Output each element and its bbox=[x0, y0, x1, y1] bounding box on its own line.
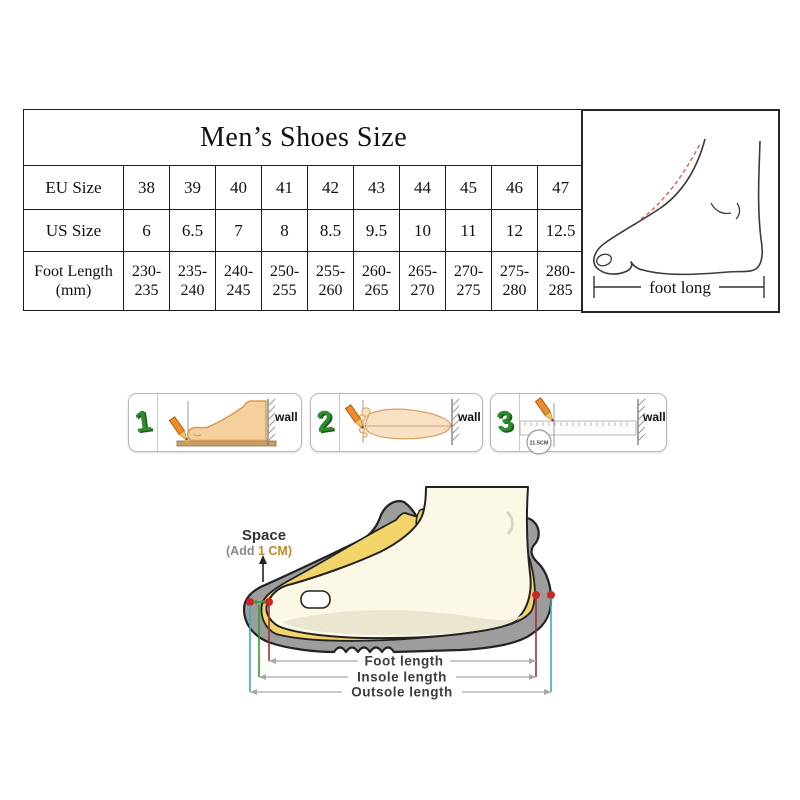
arrow-head bbox=[250, 689, 257, 695]
size-cell: 41 bbox=[262, 166, 308, 210]
foot-side-icon bbox=[188, 401, 266, 441]
space-note-value: 1 CM) bbox=[254, 544, 292, 558]
step-number-badge bbox=[491, 394, 520, 451]
size-cell: 12 bbox=[492, 210, 538, 252]
space-note bbox=[226, 544, 292, 558]
step-2-number: 2 bbox=[314, 405, 336, 439]
measure-step-3 bbox=[490, 393, 667, 452]
foot-profile-path bbox=[594, 139, 762, 274]
size-cell: 280-285 bbox=[538, 252, 584, 311]
size-cell: 255-260 bbox=[308, 252, 354, 311]
toe-bump bbox=[363, 433, 367, 437]
wall-hatch-icon bbox=[268, 399, 275, 441]
wall-label: wall bbox=[458, 410, 481, 424]
size-cell: 6 bbox=[124, 210, 170, 252]
size-cell: 11 bbox=[446, 210, 492, 252]
marker-dot bbox=[532, 591, 540, 599]
footprint-icon bbox=[365, 409, 451, 439]
size-cell: 6.5 bbox=[170, 210, 216, 252]
size-cell: 240-245 bbox=[216, 252, 262, 311]
marker-dot bbox=[547, 591, 555, 599]
outsole-length-label: Outsole length bbox=[351, 684, 453, 700]
step-1-number: 1 bbox=[132, 405, 154, 439]
pencil-icon bbox=[535, 398, 555, 423]
arrow-head bbox=[269, 658, 276, 664]
size-cell: 230-235 bbox=[124, 252, 170, 311]
size-cell: 42 bbox=[308, 166, 354, 210]
size-cell: 270-275 bbox=[446, 252, 492, 311]
arrow-head bbox=[529, 674, 536, 680]
foot-length-label: Foot length bbox=[364, 653, 444, 669]
size-chart-title: Men’s Shoes Size bbox=[24, 110, 584, 166]
size-cell: 260-265 bbox=[354, 252, 400, 311]
marker-dot bbox=[246, 598, 254, 606]
arrow-head bbox=[529, 658, 536, 664]
pencil-tip-dot bbox=[185, 440, 189, 444]
marker-dot bbox=[265, 598, 273, 606]
arrow-head bbox=[544, 689, 551, 695]
size-cell: 44 bbox=[400, 166, 446, 210]
arrow-head bbox=[259, 674, 266, 680]
row-label-eu: EU Size bbox=[24, 166, 124, 210]
step-3-number: 3 bbox=[494, 405, 516, 439]
size-cell: 47 bbox=[538, 166, 584, 210]
size-cell: 46 bbox=[492, 166, 538, 210]
size-chart-table bbox=[23, 109, 584, 311]
foot-long-caption: foot long bbox=[649, 278, 711, 297]
size-cell: 40 bbox=[216, 166, 262, 210]
size-cell: 9.5 bbox=[354, 210, 400, 252]
measure-step-1 bbox=[128, 393, 302, 452]
ruler-reading: 11.5CM bbox=[529, 440, 549, 447]
size-cell: 235-240 bbox=[170, 252, 216, 311]
size-cell: 8.5 bbox=[308, 210, 354, 252]
size-cell: 12.5 bbox=[538, 210, 584, 252]
size-cell: 39 bbox=[170, 166, 216, 210]
toenail-icon bbox=[301, 591, 330, 608]
space-note-prefix: (Add bbox=[226, 544, 255, 558]
foot-long-diagram-box bbox=[581, 109, 780, 313]
step-number-badge bbox=[311, 394, 340, 451]
wall-label: wall bbox=[275, 410, 298, 424]
foot-outline-icon bbox=[583, 111, 778, 311]
board-icon bbox=[177, 441, 276, 446]
space-title: Space bbox=[241, 527, 287, 544]
size-cell: 250-255 bbox=[262, 252, 308, 311]
size-cell: 38 bbox=[124, 166, 170, 210]
size-cell: 8 bbox=[262, 210, 308, 252]
measure-step-2 bbox=[310, 393, 483, 452]
pencil-icon bbox=[169, 417, 189, 442]
size-cell: 265-270 bbox=[400, 252, 446, 311]
wall-label: wall bbox=[643, 410, 666, 424]
shoe-cross-section-diagram bbox=[226, 478, 580, 706]
step-number-badge bbox=[129, 394, 158, 451]
row-label-foot-length: Foot Length (mm) bbox=[24, 252, 124, 311]
size-cell: 10 bbox=[400, 210, 446, 252]
row-label-us: US Size bbox=[24, 210, 124, 252]
size-cell: 45 bbox=[446, 166, 492, 210]
size-cell: 7 bbox=[216, 210, 262, 252]
size-cell: 275-280 bbox=[492, 252, 538, 311]
size-cell: 43 bbox=[354, 166, 400, 210]
insole-length-label: Insole length bbox=[357, 669, 447, 685]
